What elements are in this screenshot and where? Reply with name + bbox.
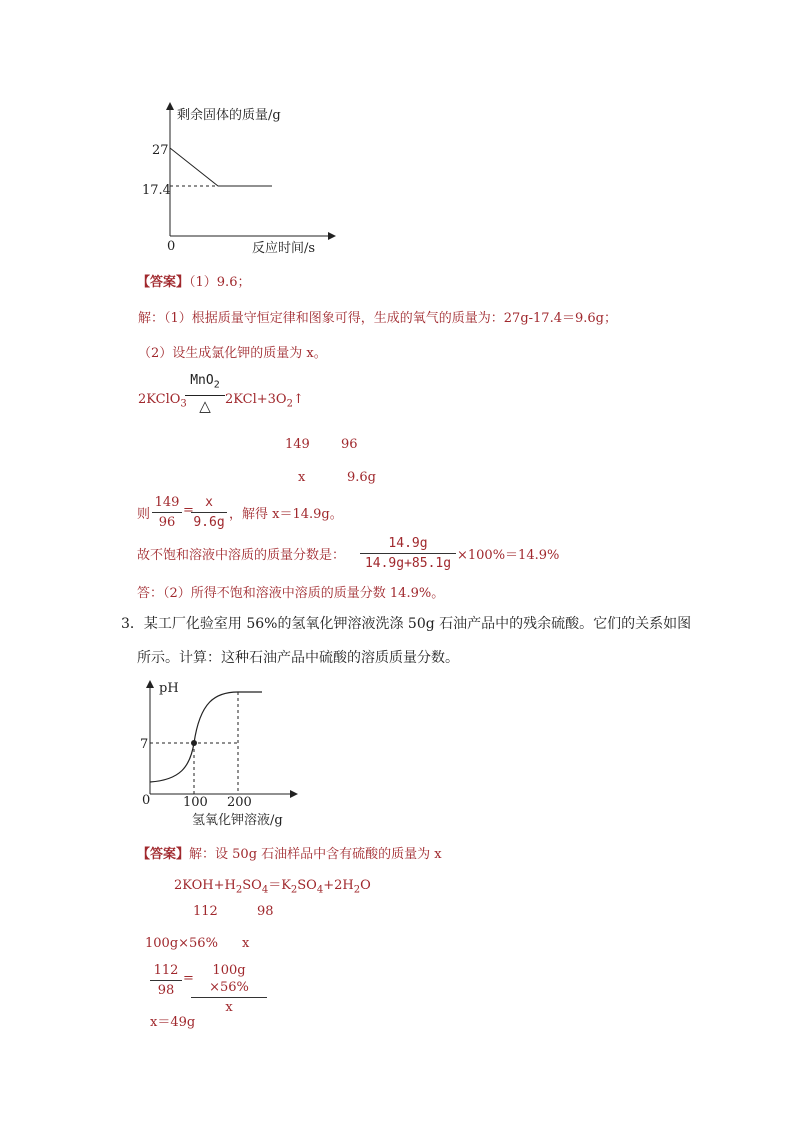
answer-line-1 xyxy=(137,271,250,290)
ratio-prefix: 则 xyxy=(137,507,151,522)
ratio-den-1: 96 xyxy=(158,515,176,530)
ratio-num-1: 149 xyxy=(154,495,180,510)
question-3-line-1: 3．某工厂化验室用 56%的氢氧化钾溶液洗涤 50g 石油产品中的残余硫酸。它们的关系如图 xyxy=(121,616,692,632)
mass-fraction-num: 14.9g xyxy=(388,536,428,551)
var-9.6g: 9.6g xyxy=(347,470,376,485)
ratio3-num-1: 112 xyxy=(153,963,179,978)
x-axis-arrow xyxy=(290,790,298,798)
y-axis-label-ph: pH xyxy=(159,681,179,696)
mass-fraction xyxy=(360,535,456,572)
x-axis-label: 氢氧化钾溶液/g xyxy=(192,813,283,828)
ratio3-fraction-1 xyxy=(150,962,182,999)
answer-part1: （1）9.6； xyxy=(189,275,251,290)
answer-3-tag: 【答案】 xyxy=(137,847,190,862)
equivalence-point xyxy=(191,740,197,746)
given-100g-56: 100g×56% xyxy=(145,936,218,951)
x-tick-200: 200 xyxy=(227,795,252,810)
mass-fraction-den: 14.9g+85.1g xyxy=(364,556,452,571)
ratio3-den-1: 98 xyxy=(157,983,175,998)
y-tick-27: 27 xyxy=(152,143,169,158)
y-axis-label: 剩余固体的质量/g xyxy=(177,108,281,123)
ratio-fraction-2 xyxy=(191,494,227,531)
ratio3-equals: = xyxy=(183,971,194,986)
answer-tag: 【答案】 xyxy=(137,275,190,290)
chart-remaining-solid-mass xyxy=(130,98,350,258)
equation-kclo3-right: $2KCl+3O_2↑$ xyxy=(225,392,304,410)
series-line xyxy=(170,148,272,186)
mass-98: 98 xyxy=(257,904,274,919)
chart-ph-vs-koh xyxy=(130,672,330,832)
equation-kclo3-left xyxy=(138,392,187,410)
ratio-den-2: 9.6g xyxy=(193,515,225,530)
origin-label: 0 xyxy=(142,793,151,808)
eq-catalyst: MnO$_2$ xyxy=(190,373,220,391)
x-axis-arrow xyxy=(328,232,336,240)
given-x: x xyxy=(242,936,250,951)
y-tick-17.4: 17.4 xyxy=(142,183,171,198)
ratio3-fraction-2 xyxy=(191,962,267,1016)
ratio3-den-2: x xyxy=(225,1000,233,1015)
fraction-suffix: ×100%＝14.9% xyxy=(457,548,560,563)
eq-left-sub: 3 xyxy=(180,398,187,410)
ph-curve xyxy=(150,692,262,782)
ratio3-num-2: 100g ×56% xyxy=(209,963,249,995)
eq-heat-symbol: △ xyxy=(199,397,211,415)
answer-3-line xyxy=(137,843,442,862)
mass-112: 112 xyxy=(193,904,218,919)
y-tick-7: 7 xyxy=(140,737,149,752)
result-x-49g: x＝49g xyxy=(150,1015,196,1030)
x-axis-label: 反应时间/s xyxy=(252,241,316,256)
eq-left: 2KClO xyxy=(138,392,181,407)
answer-3-intro: 解：设 50g 石油样品中含有硫酸的质量为 x xyxy=(189,847,442,862)
conclusion: 答：（2）所得不饱和溶液中溶质的质量分数 14.9%。 xyxy=(137,586,445,601)
y-axis-arrow xyxy=(146,680,154,688)
solution-line-2: （2）设生成氯化钾的质量为 x。 xyxy=(138,346,327,361)
mass-149: 149 xyxy=(285,437,310,452)
question-3-line-2: 所示。计算：这种石油产品中硫酸的溶质质量分数。 xyxy=(137,650,459,666)
ratio-num-2: x xyxy=(205,495,213,510)
mass-96: 96 xyxy=(341,437,358,452)
solution-line-1: 解：（1）根据质量守恒定律和图象可得，生成的氧气的质量为：27g-17.4＝9.6g； xyxy=(138,311,617,326)
ratio-equals: = xyxy=(183,503,194,518)
var-x: x xyxy=(298,470,306,485)
eq-reaction-bar xyxy=(185,395,225,396)
ratio-result: ，解得 x＝14.9g。 xyxy=(229,507,343,522)
equation-koh-h2so4: $2KOH+H_2SO_4=K_2SO_4+2H_2O$ xyxy=(174,878,371,896)
y-axis-arrow xyxy=(166,102,174,110)
x-tick-100: 100 xyxy=(183,795,208,810)
fraction-prefix: 故不饱和溶液中溶质的质量分数是： xyxy=(137,548,346,563)
ratio-fraction-1 xyxy=(152,494,182,531)
origin-label: 0 xyxy=(167,239,176,254)
